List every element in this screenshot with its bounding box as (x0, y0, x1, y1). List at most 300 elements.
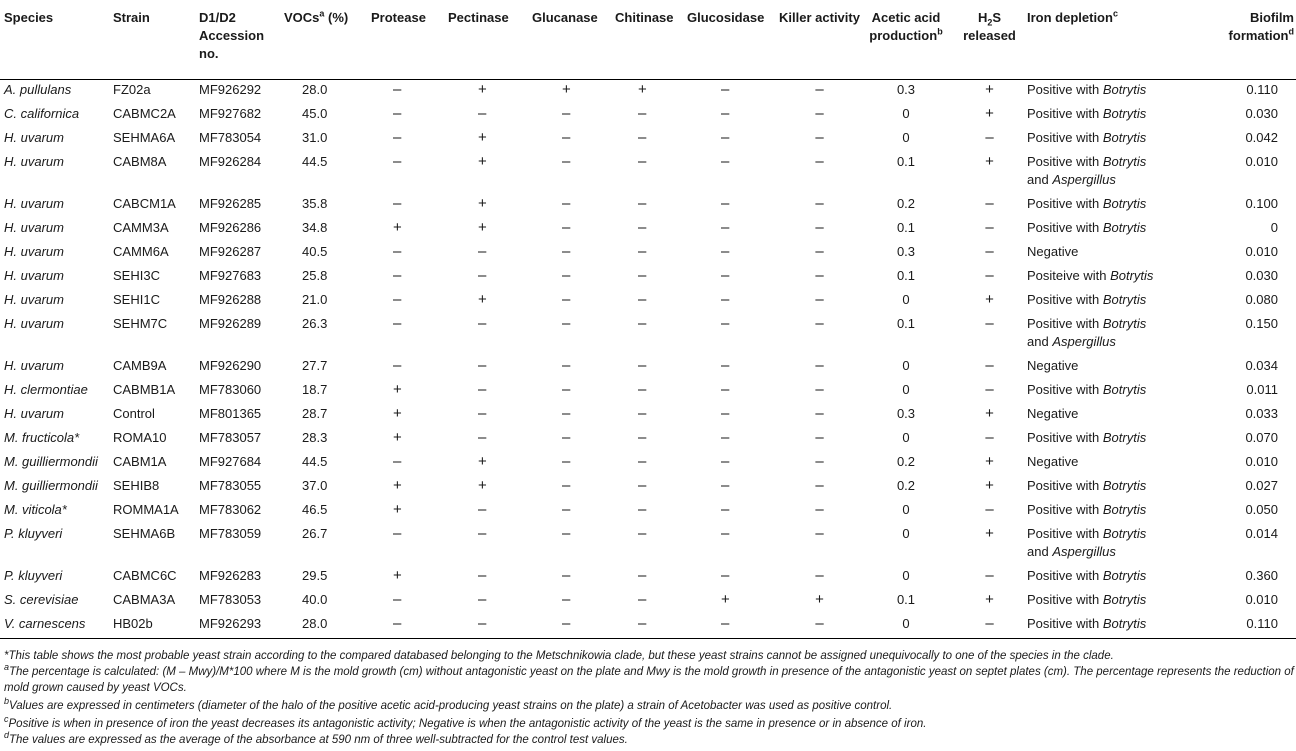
cell-biofilm: 0.014 (1245, 526, 1278, 541)
cell-strain: SEHI3C (113, 268, 160, 283)
cell-accession: MF926292 (199, 82, 262, 97)
table-row (0, 590, 1296, 614)
cell-biofilm: 0.010 (1245, 592, 1278, 607)
cell-iron: Positeive with Botrytis (1027, 268, 1154, 283)
cell-species: P. kluyveri (4, 568, 63, 583)
cell-chitinase: – (638, 477, 647, 494)
cell-species: M. fructicola* (4, 430, 80, 445)
cell-protease: – (393, 129, 402, 146)
col-h2s: $H_2S$ released (963, 10, 1016, 43)
cell-accession: MF926285 (199, 196, 262, 211)
cell-glucosidase: – (721, 453, 730, 470)
cell-accession: MF926293 (199, 616, 262, 631)
cell-vocs: 28.3 (302, 430, 328, 445)
cell-glucosidase: – (721, 429, 730, 446)
cell-iron: Positive with Botrytis (1027, 220, 1147, 235)
cell-killer: – (815, 567, 824, 584)
cell-acetic: 0.3 (896, 82, 916, 97)
cell-pectinase: – (478, 105, 487, 122)
cell-h2s: + (985, 453, 994, 470)
cell-species: A. pullulans (4, 82, 72, 97)
cell-accession: MF783062 (199, 502, 262, 517)
cell-glucanase: – (562, 105, 571, 122)
cell-glucosidase: – (721, 477, 730, 494)
cell-acetic: 0 (902, 130, 910, 145)
cell-killer: + (815, 591, 824, 608)
cell-chitinase: – (638, 243, 647, 260)
table-row (0, 104, 1296, 128)
cell-pectinase: – (478, 405, 487, 422)
cell-pectinase: + (478, 195, 487, 212)
cell-biofilm: 0.360 (1245, 568, 1278, 583)
cell-protease: – (393, 525, 402, 542)
cell-chitinase: – (638, 429, 647, 446)
cell-strain: CABMC6C (113, 568, 177, 583)
cell-glucanase: – (562, 477, 571, 494)
table-row (0, 428, 1296, 452)
cell-killer: – (815, 243, 824, 260)
cell-protease: + (393, 381, 402, 398)
cell-strain: SEHMA6B (113, 526, 176, 541)
cell-killer: – (815, 81, 824, 98)
cell-acetic: 0.3 (896, 244, 916, 259)
cell-accession: MF783060 (199, 382, 262, 397)
cell-glucanase: – (562, 381, 571, 398)
table-row (0, 266, 1296, 290)
table-body (0, 80, 1296, 639)
cell-killer: – (815, 405, 824, 422)
cell-killer: – (815, 477, 824, 494)
cell-h2s: – (985, 357, 994, 374)
table-row (0, 614, 1296, 639)
cell-acetic: 0.1 (896, 592, 916, 607)
cell-biofilm: 0.070 (1245, 430, 1278, 445)
cell-species: C. californica (4, 106, 80, 121)
cell-vocs: 31.0 (302, 130, 328, 145)
cell-vocs: 28.0 (302, 616, 328, 631)
cell-pectinase: + (478, 153, 487, 170)
cell-glucosidase: + (721, 591, 730, 608)
cell-strain: CABM1A (113, 454, 167, 469)
cell-iron: Positive with Botrytis and Aspergillus (1027, 526, 1147, 559)
cell-pectinase: + (478, 129, 487, 146)
cell-h2s: + (985, 81, 994, 98)
cell-protease: – (393, 81, 402, 98)
cell-iron: Positive with Botrytis (1027, 130, 1147, 145)
footnote-d: $^d$The values are expressed as the average of the absorbance at 590 nm of three well-subtracted for the control test values. (4, 730, 628, 746)
cell-killer: – (815, 357, 824, 374)
cell-glucosidase: – (721, 501, 730, 518)
cell-strain: Control (113, 406, 155, 421)
cell-glucanase: – (562, 153, 571, 170)
cell-vocs: 18.7 (302, 382, 328, 397)
cell-biofilm: 0.100 (1245, 196, 1278, 211)
cell-species: S. cerevisiae (4, 592, 79, 607)
cell-biofilm: 0.110 (1246, 616, 1278, 631)
table-row (0, 290, 1296, 314)
cell-strain: CAMM6A (113, 244, 169, 259)
table-row (0, 218, 1296, 242)
cell-glucosidase: – (721, 405, 730, 422)
footnote-star: *This table shows the most probable yeast strain according to the compared databased belonging to the Metschnikowia clade, but these yeast strains cannot be assigned unequivocally to one of the species in the clade. (4, 650, 1114, 662)
cell-iron: Positive with Botrytis (1027, 502, 1147, 517)
cell-glucanase: – (562, 267, 571, 284)
cell-chitinase: – (638, 291, 647, 308)
cell-h2s: – (985, 243, 994, 260)
cell-glucanase: – (562, 315, 571, 332)
table-row (0, 128, 1296, 152)
cell-iron: Positive with Botrytis (1027, 196, 1147, 211)
col-glucanase: Glucanase (532, 10, 598, 25)
cell-vocs: 25.8 (302, 268, 328, 283)
col-killer: Killer activity (779, 10, 860, 25)
cell-killer: – (815, 315, 824, 332)
cell-iron: Positive with Botrytis (1027, 568, 1147, 583)
cell-glucosidase: – (721, 195, 730, 212)
cell-biofilm: 0.010 (1245, 244, 1278, 259)
cell-pectinase: + (478, 219, 487, 236)
cell-strain: SEHMA6A (113, 130, 176, 145)
cell-pectinase: – (478, 357, 487, 374)
cell-vocs: 34.8 (302, 220, 328, 235)
cell-glucanase: – (562, 405, 571, 422)
cell-biofilm: 0.150 (1245, 316, 1278, 331)
cell-glucanase: – (562, 429, 571, 446)
cell-acetic: 0 (902, 106, 910, 121)
cell-h2s: + (985, 477, 994, 494)
cell-h2s: – (985, 429, 994, 446)
cell-vocs: 28.7 (302, 406, 328, 421)
cell-protease: – (393, 195, 402, 212)
cell-accession: MF927682 (199, 106, 262, 121)
cell-glucanase: – (562, 243, 571, 260)
cell-glucosidase: – (721, 267, 730, 284)
cell-killer: – (815, 153, 824, 170)
cell-iron: Negative (1027, 406, 1079, 421)
cell-h2s: – (985, 267, 994, 284)
cell-biofilm: 0.011 (1246, 382, 1278, 397)
yeast-characteristics-table (0, 3, 1296, 639)
cell-protease: + (393, 429, 402, 446)
col-accession: D1/D2 Accession no. (199, 10, 265, 61)
cell-chitinase: – (638, 153, 647, 170)
cell-killer: – (815, 105, 824, 122)
cell-killer: – (815, 291, 824, 308)
cell-acetic: 0.3 (896, 406, 916, 421)
cell-pectinase: + (478, 81, 487, 98)
cell-strain: CABM8A (113, 154, 167, 169)
cell-acetic: 0 (902, 382, 910, 397)
table-row (0, 242, 1296, 266)
col-biofilm: Biofilm formation$^d$ (1228, 10, 1294, 43)
cell-glucanase: – (562, 195, 571, 212)
cell-acetic: 0.1 (896, 154, 916, 169)
cell-biofilm: 0.027 (1245, 478, 1278, 493)
cell-glucosidase: – (721, 243, 730, 260)
cell-protease: – (393, 615, 402, 632)
col-vocs: VOCs$^a$ (%) (284, 8, 349, 25)
cell-accession: MF926287 (199, 244, 262, 259)
cell-h2s: – (985, 381, 994, 398)
cell-accession: MF926290 (199, 358, 262, 373)
cell-species: H. uvarum (4, 154, 64, 169)
cell-pectinase: – (478, 525, 487, 542)
cell-accession: MF783055 (199, 478, 262, 493)
table-row (0, 80, 1296, 105)
cell-chitinase: – (638, 267, 647, 284)
cell-iron: Positive with Botrytis (1027, 616, 1147, 631)
cell-accession: MF926283 (199, 568, 262, 583)
cell-chitinase: – (638, 525, 647, 542)
cell-h2s: – (985, 195, 994, 212)
cell-glucosidase: – (721, 315, 730, 332)
cell-species: M. viticola* (4, 502, 67, 517)
cell-species: H. uvarum (4, 406, 64, 421)
cell-killer: – (815, 381, 824, 398)
cell-killer: – (815, 195, 824, 212)
cell-h2s: + (985, 405, 994, 422)
cell-pectinase: + (478, 291, 487, 308)
cell-killer: – (815, 525, 824, 542)
cell-strain: SEHI1C (113, 292, 160, 307)
cell-pectinase: – (478, 267, 487, 284)
cell-glucosidase: – (721, 357, 730, 374)
cell-accession: MF783057 (199, 430, 262, 445)
col-species: Species (4, 10, 54, 25)
col-glucosidase: Glucosidase (687, 10, 765, 25)
table-row (0, 356, 1296, 380)
cell-iron: Positive with Botrytis and Aspergillus (1027, 316, 1147, 349)
cell-chitinase: – (638, 195, 647, 212)
cell-glucosidase: – (721, 105, 730, 122)
cell-protease: – (393, 153, 402, 170)
cell-iron: Positive with Botrytis (1027, 430, 1147, 445)
cell-strain: HB02b (113, 616, 153, 631)
cell-acetic: 0.2 (896, 454, 916, 469)
cell-species: H. uvarum (4, 196, 64, 211)
cell-iron: Positive with Botrytis (1027, 82, 1147, 97)
cell-chitinase: + (638, 81, 647, 98)
col-iron: Iron depletion$^c$ (1027, 8, 1118, 25)
cell-species: M. guilliermondii (4, 454, 98, 469)
cell-chitinase: – (638, 315, 647, 332)
cell-glucosidase: – (721, 153, 730, 170)
cell-species: H. uvarum (4, 292, 64, 307)
col-chitinase: Chitinase (615, 10, 674, 25)
cell-vocs: 46.5 (302, 502, 328, 517)
cell-biofilm: 0.042 (1245, 130, 1278, 145)
cell-glucanase: – (562, 591, 571, 608)
cell-killer: – (815, 615, 824, 632)
cell-accession: MF783053 (199, 592, 262, 607)
cell-glucosidase: – (721, 525, 730, 542)
table-row (0, 500, 1296, 524)
table-row (0, 404, 1296, 428)
cell-vocs: 26.7 (302, 526, 328, 541)
cell-chitinase: – (638, 219, 647, 236)
cell-vocs: 40.0 (302, 592, 328, 607)
cell-h2s: + (985, 105, 994, 122)
cell-accession: MF926286 (199, 220, 262, 235)
cell-chitinase: – (638, 567, 647, 584)
col-protease: Protease (371, 10, 426, 25)
cell-protease: – (393, 267, 402, 284)
cell-protease: – (393, 591, 402, 608)
cell-glucosidase: – (721, 381, 730, 398)
cell-chitinase: – (638, 381, 647, 398)
cell-biofilm: 0.033 (1245, 406, 1278, 421)
cell-vocs: 28.0 (302, 82, 328, 97)
cell-vocs: 45.0 (302, 106, 328, 121)
cell-killer: – (815, 219, 824, 236)
cell-accession: MF926289 (199, 316, 262, 331)
cell-pectinase: – (478, 381, 487, 398)
cell-pectinase: – (478, 501, 487, 518)
cell-iron: Negative (1027, 454, 1079, 469)
cell-protease: – (393, 105, 402, 122)
table-row (0, 476, 1296, 500)
cell-protease: + (393, 219, 402, 236)
cell-protease: + (393, 477, 402, 494)
cell-biofilm: 0 (1270, 220, 1278, 235)
cell-strain: ROMMA1A (113, 502, 179, 517)
cell-chitinase: – (638, 615, 647, 632)
cell-acetic: 0 (902, 502, 910, 517)
cell-strain: CABMB1A (113, 382, 176, 397)
cell-vocs: 26.3 (302, 316, 328, 331)
cell-chitinase: – (638, 453, 647, 470)
cell-species: H. uvarum (4, 130, 64, 145)
cell-species: H. uvarum (4, 268, 64, 283)
cell-iron: Positive with Botrytis (1027, 592, 1147, 607)
cell-vocs: 40.5 (302, 244, 328, 259)
cell-biofilm: 0.080 (1245, 292, 1278, 307)
cell-pectinase: – (478, 429, 487, 446)
cell-iron: Positive with Botrytis and Aspergillus (1027, 154, 1147, 187)
cell-accession: MF783059 (199, 526, 262, 541)
cell-strain: SEHIB8 (113, 478, 160, 493)
cell-glucanase: – (562, 219, 571, 236)
cell-h2s: + (985, 291, 994, 308)
cell-strain: CABMA3A (113, 592, 176, 607)
cell-vocs: 21.0 (302, 292, 328, 307)
cell-chitinase: – (638, 357, 647, 374)
cell-killer: – (815, 129, 824, 146)
cell-protease: – (393, 357, 402, 374)
cell-h2s: – (985, 315, 994, 332)
cell-glucosidase: – (721, 129, 730, 146)
cell-species: H. uvarum (4, 358, 64, 373)
cell-chitinase: – (638, 129, 647, 146)
cell-species: M. guilliermondii (4, 478, 98, 493)
cell-vocs: 35.8 (302, 196, 328, 211)
cell-iron: Positive with Botrytis (1027, 478, 1147, 493)
cell-acetic: 0 (902, 358, 910, 373)
cell-biofilm: 0.030 (1245, 106, 1278, 121)
cell-protease: – (393, 291, 402, 308)
cell-strain: CABCM1A (113, 196, 176, 211)
cell-iron: Negative (1027, 358, 1079, 373)
cell-vocs: 29.5 (302, 568, 328, 583)
cell-killer: – (815, 453, 824, 470)
cell-killer: – (815, 501, 824, 518)
cell-glucosidase: – (721, 567, 730, 584)
cell-vocs: 37.0 (302, 478, 328, 493)
cell-glucanase: – (562, 129, 571, 146)
cell-killer: – (815, 429, 824, 446)
cell-acetic: 0 (902, 616, 910, 631)
cell-glucanase: – (562, 615, 571, 632)
cell-acetic: 0.2 (896, 196, 916, 211)
cell-biofilm: 0.010 (1245, 154, 1278, 169)
table-row (0, 314, 1296, 356)
cell-protease: + (393, 501, 402, 518)
cell-h2s: + (985, 525, 994, 542)
cell-strain: CAMB9A (113, 358, 167, 373)
cell-glucanase: – (562, 291, 571, 308)
cell-biofilm: 0.034 (1245, 358, 1278, 373)
cell-protease: + (393, 567, 402, 584)
cell-acetic: 0.1 (896, 220, 916, 235)
cell-pectinase: + (478, 453, 487, 470)
col-pectinase: Pectinase (448, 10, 509, 25)
cell-biofilm: 0.010 (1245, 454, 1278, 469)
table-row (0, 452, 1296, 476)
cell-accession: MF926288 (199, 292, 262, 307)
cell-glucanase: – (562, 357, 571, 374)
cell-protease: – (393, 453, 402, 470)
cell-accession: MF927684 (199, 454, 262, 469)
cell-acetic: 0.1 (896, 316, 916, 331)
cell-protease: + (393, 405, 402, 422)
cell-pectinase: – (478, 315, 487, 332)
cell-strain: SEHM7C (113, 316, 168, 331)
cell-h2s: – (985, 567, 994, 584)
cell-species: H. uvarum (4, 244, 64, 259)
cell-glucanase: – (562, 567, 571, 584)
cell-species: H. uvarum (4, 316, 64, 331)
cell-vocs: 44.5 (302, 154, 328, 169)
cell-protease: – (393, 315, 402, 332)
cell-pectinase: + (478, 477, 487, 494)
table-row (0, 380, 1296, 404)
cell-species: H. clermontiae (4, 382, 88, 397)
cell-chitinase: – (638, 591, 647, 608)
cell-biofilm: 0.050 (1245, 502, 1278, 517)
cell-acetic: 0.1 (896, 268, 916, 283)
cell-h2s: – (985, 219, 994, 236)
cell-iron: Positive with Botrytis (1027, 292, 1147, 307)
cell-acetic: 0 (902, 526, 910, 541)
cell-h2s: – (985, 129, 994, 146)
cell-strain: CAMM3A (113, 220, 169, 235)
cell-glucanase: – (562, 501, 571, 518)
cell-species: P. kluyveri (4, 526, 63, 541)
col-strain: Strain (113, 10, 150, 25)
cell-biofilm: 0.030 (1245, 268, 1278, 283)
cell-vocs: 27.7 (302, 358, 328, 373)
cell-chitinase: – (638, 105, 647, 122)
cell-acetic: 0 (902, 568, 910, 583)
cell-killer: – (815, 267, 824, 284)
cell-pectinase: – (478, 591, 487, 608)
cell-glucanase: – (562, 453, 571, 470)
cell-vocs: 44.5 (302, 454, 328, 469)
cell-h2s: + (985, 153, 994, 170)
cell-chitinase: – (638, 501, 647, 518)
cell-glucosidase: – (721, 219, 730, 236)
cell-species: H. uvarum (4, 220, 64, 235)
